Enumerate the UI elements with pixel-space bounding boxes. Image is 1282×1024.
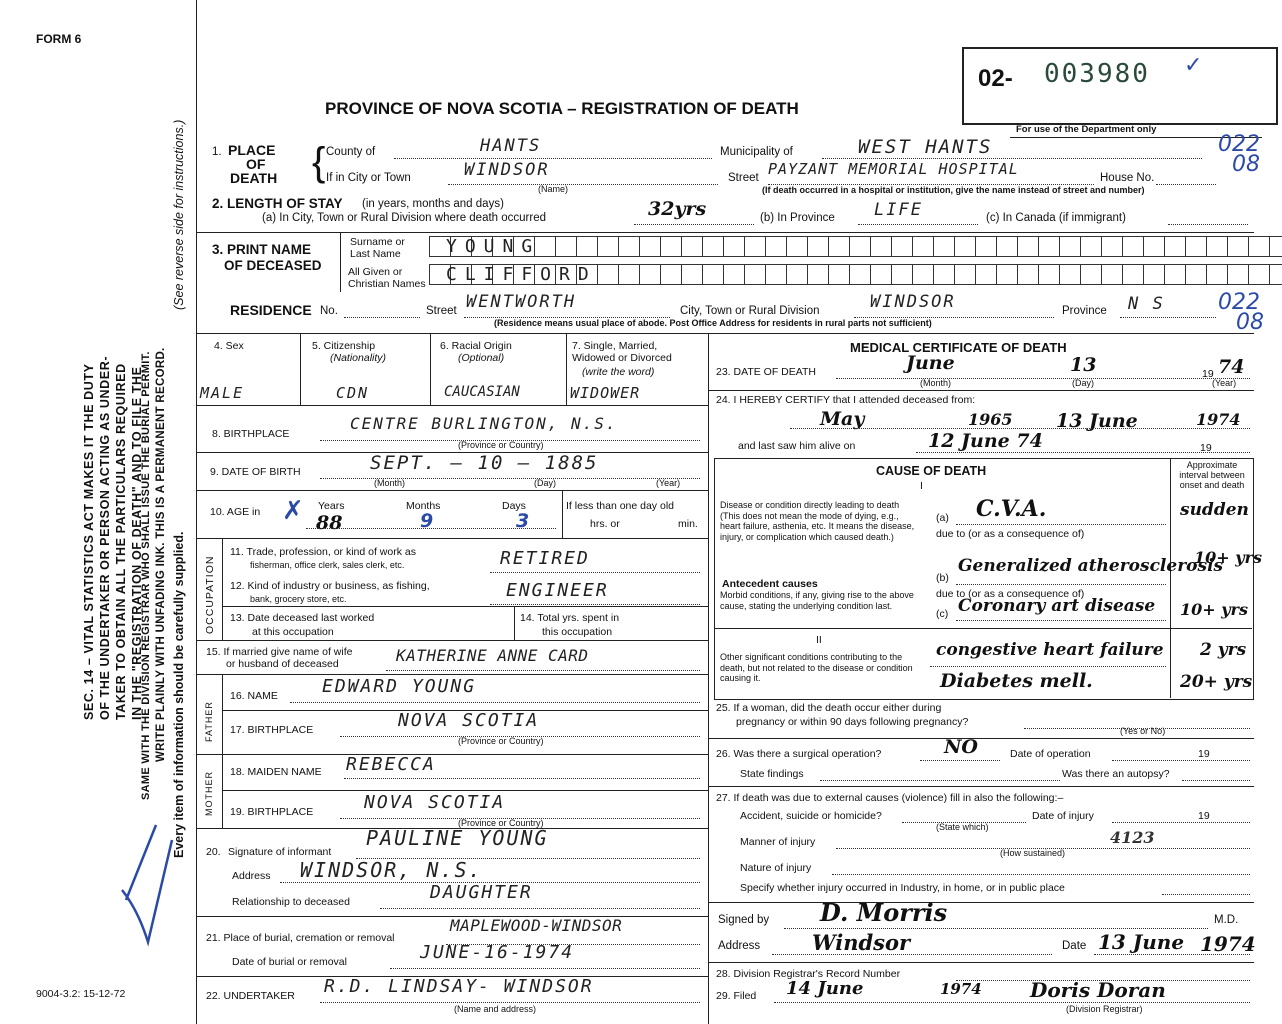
dept-code-2: 08 [1232, 152, 1260, 177]
racial-value: CAUCASIAN [444, 384, 520, 400]
burial-place-value: MAPLEWOOD-WINDSOR [450, 916, 623, 935]
dept-code-3: 022 [1218, 290, 1260, 315]
cause-c: Coronary art disease [958, 596, 1156, 616]
age-years-value: 88 [316, 512, 343, 534]
residence-city-value: WINDSOR [870, 292, 956, 312]
physician-signature: D. Morris [820, 898, 948, 927]
other-condition-2-interval: 20+ yrs [1180, 672, 1253, 692]
father-birthplace-value: NOVA SCOTIA [398, 710, 540, 731]
attend-from-year: 1965 [968, 410, 1013, 429]
physician-address: Windsor [812, 930, 911, 955]
county-value: HANTS [480, 136, 542, 156]
city-value: WINDSOR [464, 160, 550, 180]
burial-date-value: JUNE-16-1974 [420, 942, 575, 963]
form-left-border [196, 0, 197, 1024]
residence-province-value: N S [1128, 294, 1165, 314]
stat-code: 4123 [1110, 828, 1155, 847]
death-year: 74 [1218, 356, 1245, 378]
dept-code-1: 022 [1218, 132, 1260, 157]
dept-use-label: For use of the Department only [1016, 124, 1157, 135]
surgery-value: NO [944, 736, 978, 758]
sidebar-line8: (See reverse side for instructions.) [172, 119, 186, 310]
reg-prefix: 02- [978, 65, 1013, 92]
mother-name-value: REBECCA [346, 754, 436, 775]
stay-city-value: 32yrs [648, 198, 707, 220]
sidebar-line5: SAME WITH THE DIVISION REGISTRAR WHO SHALL ISSUE THE BURIAL PERMIT. [140, 351, 152, 800]
interval-a: sudden [1180, 500, 1249, 520]
age-years-mark: ✗ [282, 496, 304, 526]
municipality-value: WEST HANTS [858, 136, 993, 158]
marital-value: WIDOWER [570, 384, 641, 402]
attend-to-year: 1974 [1196, 410, 1241, 429]
informant-signature: PAULINE YOUNG [366, 826, 549, 850]
surname-cells [430, 236, 1282, 257]
stay-province-value: LIFE [874, 200, 923, 220]
reg-checkmark: ✓ [1184, 53, 1203, 78]
industry-value: ENGINEER [506, 580, 609, 601]
medical-title: MEDICAL CERTIFICATE OF DEATH [850, 340, 1067, 355]
registrar-signature: Doris Doran [1030, 978, 1166, 1002]
attend-from: May [820, 408, 865, 430]
dept-code-4: 08 [1236, 310, 1264, 335]
filed-date: 14 June [786, 978, 864, 999]
sidebar-line3: TAKER TO OBTAIN ALL THE PARTICULARS REQUIRED [114, 363, 128, 720]
sidebar-line6: WRITE PLAINLY WITH UNFADING INK. THIS IS A PERMANENT RECORD. [155, 347, 167, 762]
informant-relationship: DAUGHTER [430, 882, 533, 903]
attend-to: 13 June [1056, 410, 1138, 432]
age-months-value: 9 [420, 510, 434, 532]
death-month: June [906, 352, 955, 374]
residence-street-value: WENTWORTH [466, 292, 577, 312]
interval-c: 10+ yrs [1180, 600, 1248, 619]
cause-b: Generalized atherosclerosis [958, 556, 1224, 576]
sex-value: MALE [200, 384, 245, 402]
informant-address: WINDSOR, N.S. [300, 858, 483, 882]
trade-value: RETIRED [500, 548, 590, 569]
other-condition-2: Diabetes mell. [940, 670, 1093, 692]
margin-checkmark-scribble [118, 820, 178, 950]
interval-b: 10+ yrs [1194, 548, 1262, 567]
physician-date: 13 June [1098, 930, 1185, 954]
death-day: 13 [1070, 354, 1097, 376]
form-code: 9004-3.2: 15-12-72 [36, 988, 126, 1000]
undertaker-value: R.D. LINDSAY- WINDSOR [324, 976, 594, 997]
sidebar-line4: IN THE "REGISTRATION OF DEATH" AND TO FILE THE [130, 366, 144, 720]
cause-a: C.V.A. [976, 496, 1047, 522]
citizenship-value: CDN [336, 384, 370, 402]
age-days-value: 3 [516, 510, 530, 532]
mother-birthplace-value: NOVA SCOTIA [364, 792, 506, 813]
other-condition-1: congestive heart failure [936, 640, 1164, 660]
sidebar-line7: Every item of information should be carefully supplied. [172, 531, 186, 858]
birthplace-value: CENTRE BURLINGTON, N.S. [350, 414, 618, 433]
street-value: PAYZANT MEMORIAL HOSPITAL [768, 160, 1019, 178]
father-name-value: EDWARD YOUNG [322, 676, 477, 697]
form-label: FORM 6 [36, 32, 82, 46]
last-saw-date: 12 June 74 [928, 430, 1043, 452]
reg-number: 003980 [1044, 59, 1150, 89]
filed-year: 1974 [940, 980, 982, 998]
spouse-value: KATHERINE ANNE CARD [396, 646, 589, 665]
place-label: PLACE [228, 142, 276, 158]
sidebar-line2: OF THE UNDERTAKER OR PERSON ACTING AS UNDER- [98, 355, 112, 720]
surname-value: YOUNG [446, 236, 541, 257]
other-condition-1-interval: 2 yrs [1200, 640, 1247, 660]
sidebar-line1: SEC. 14 – VITAL STATISTICS ACT MAKES IT THE DUTY [82, 363, 96, 720]
given-name-value: CLIFFORD [446, 264, 597, 285]
registration-number-box [962, 47, 1278, 125]
form-title: PROVINCE OF NOVA SCOTIA – REGISTRATION OF DEATH [325, 99, 799, 118]
dob-value: SEPT. – 10 – 1885 [370, 452, 599, 474]
physician-date-year: 1974 [1200, 932, 1256, 956]
